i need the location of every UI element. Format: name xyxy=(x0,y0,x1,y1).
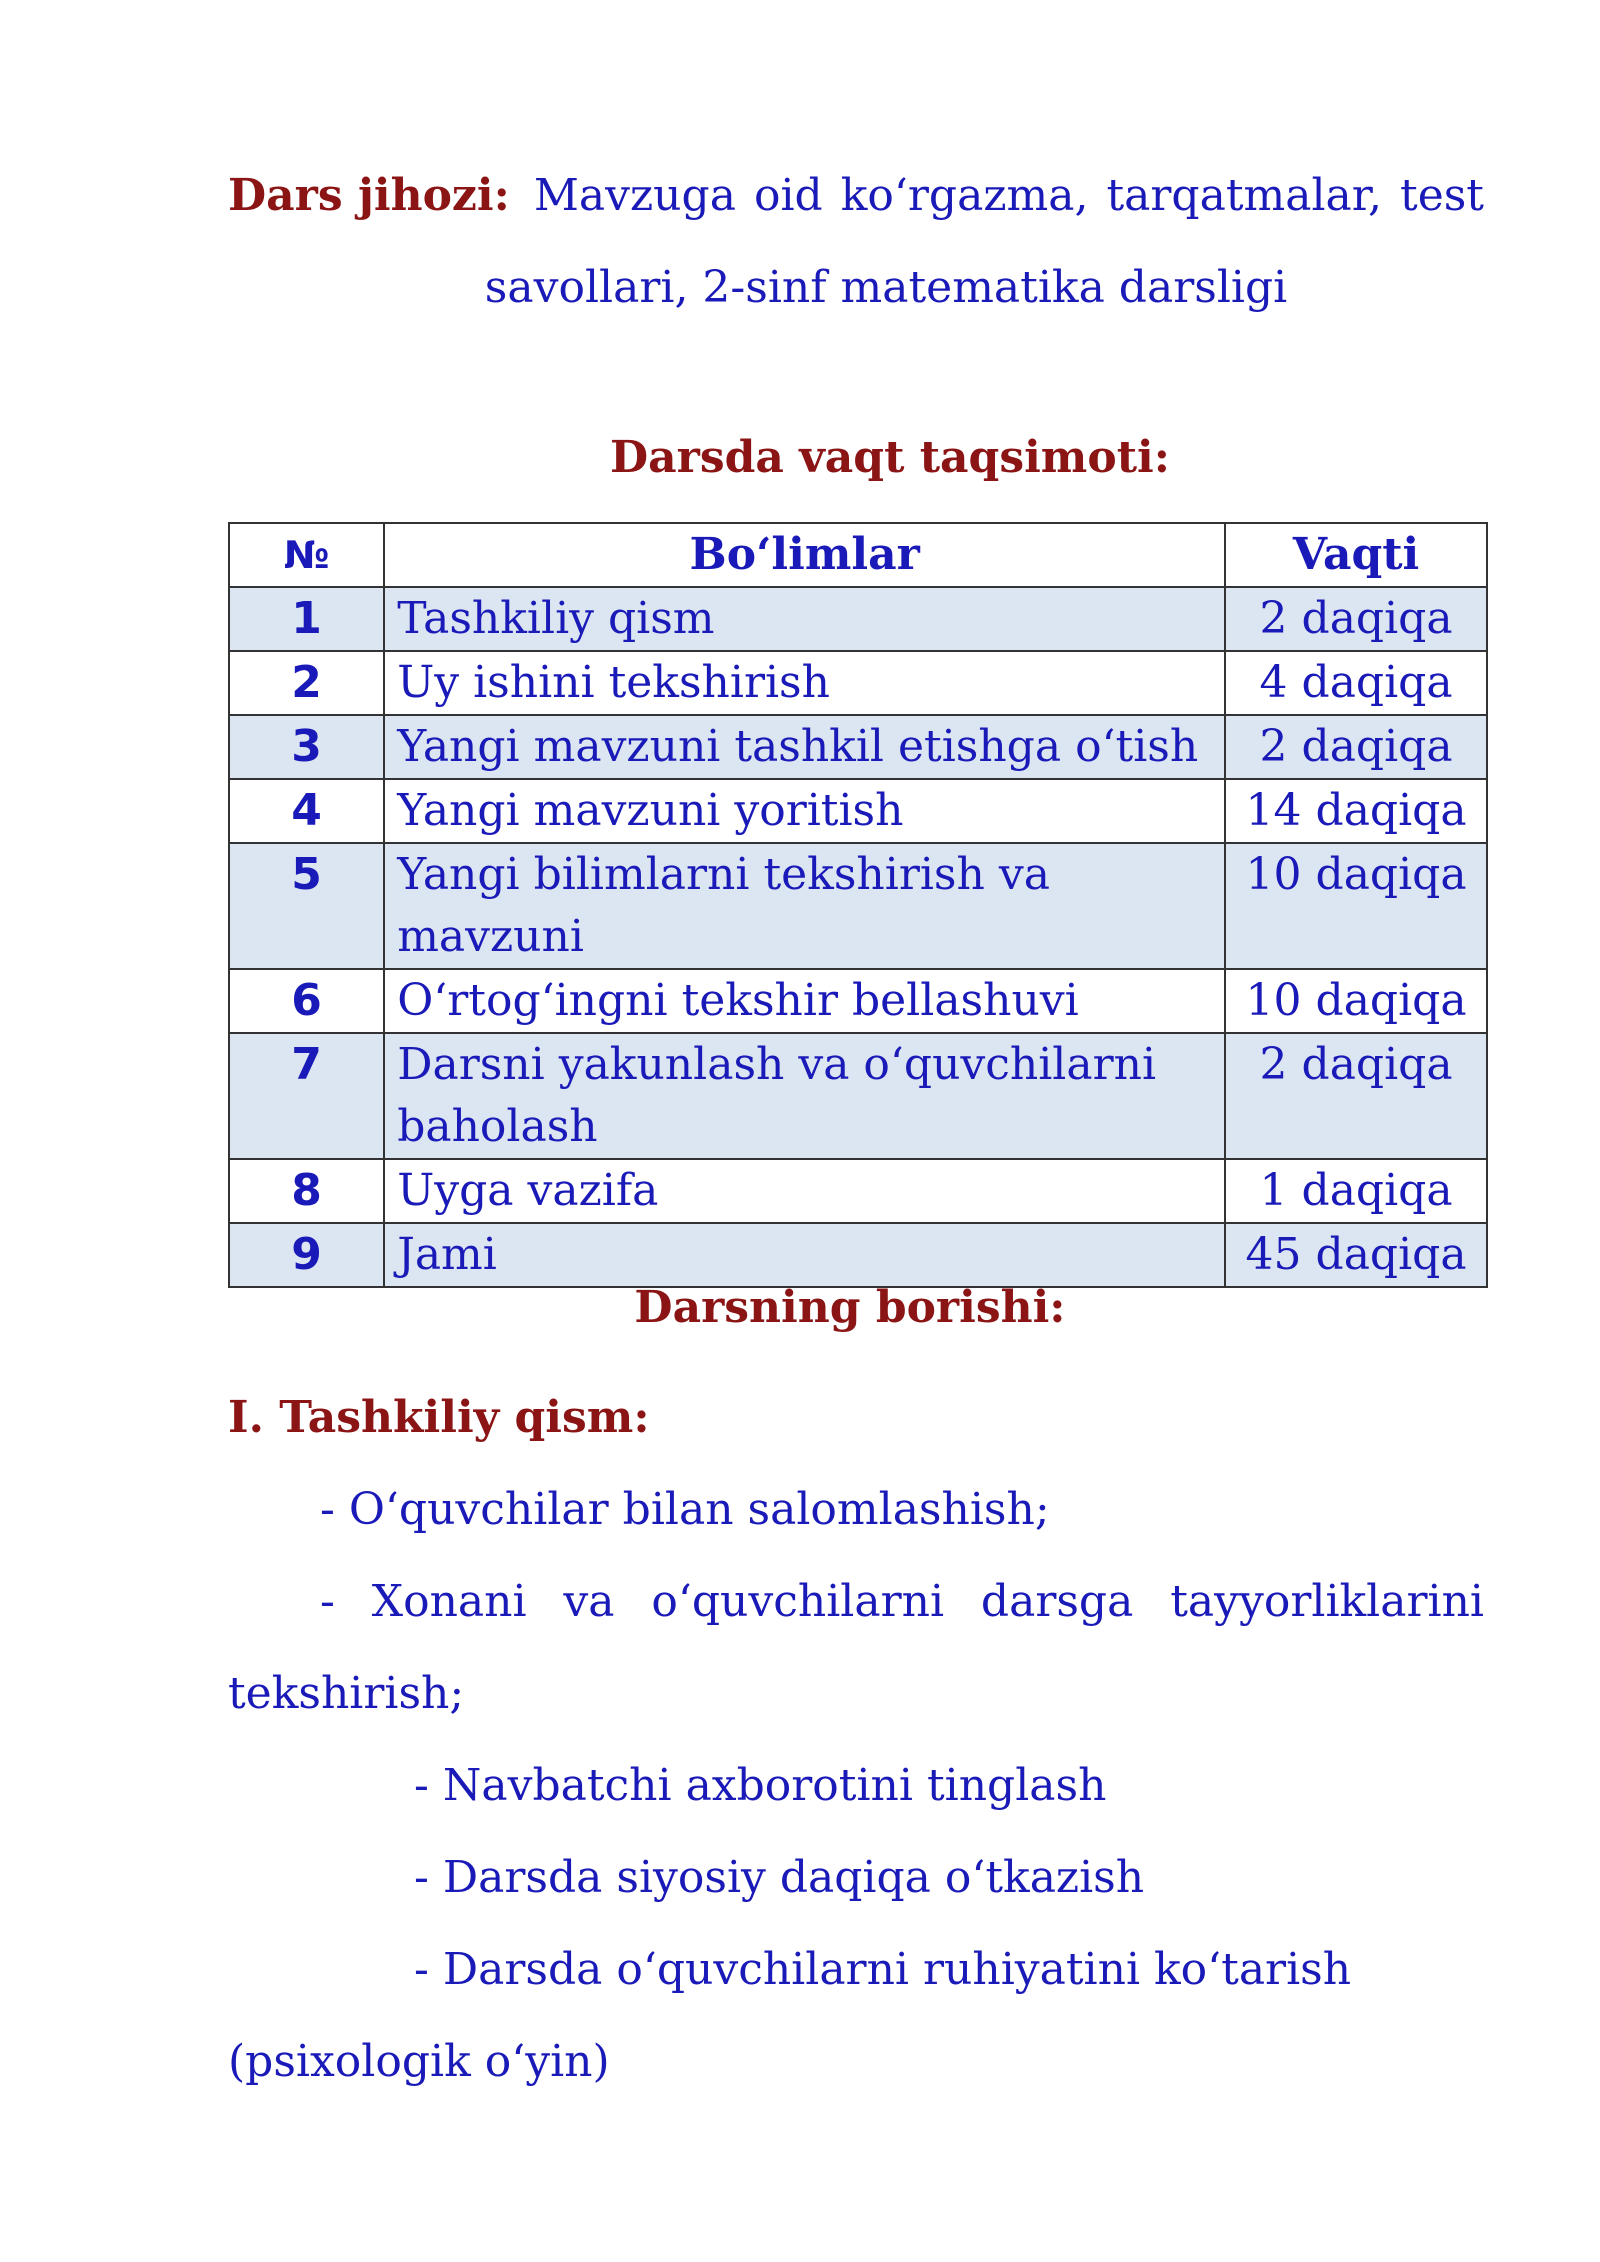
row-number: 5 xyxy=(229,843,384,969)
table-row xyxy=(229,651,1487,715)
row-number: 7 xyxy=(229,1033,384,1159)
row-section: Tashkiliy qism xyxy=(384,587,1225,651)
row-section: Yangi mavzuni tashkil etishga o‘tish xyxy=(384,715,1225,779)
row-number: 8 xyxy=(229,1159,384,1223)
row-number: 9 xyxy=(229,1223,384,1287)
header-time: Vaqti xyxy=(1225,523,1487,587)
row-time: 4 daqiqa xyxy=(1225,651,1487,715)
row-time: 2 daqiqa xyxy=(1225,1033,1487,1159)
row-time: 14 daqiqa xyxy=(1225,779,1487,843)
row-number: 6 xyxy=(229,969,384,1033)
row-time: 1 daqiqa xyxy=(1225,1159,1487,1223)
table-header-row xyxy=(229,523,1487,587)
list-item: - Navbatchi axborotini tinglash xyxy=(414,1760,1107,1811)
list-item: - O‘quvchilar bilan salomlashish; xyxy=(320,1484,1050,1535)
list-item-continuation: (psixologik o‘yin) xyxy=(228,2036,610,2087)
row-section: Jami xyxy=(384,1223,1225,1287)
row-time: 2 daqiqa xyxy=(1225,715,1487,779)
table-row xyxy=(229,715,1487,779)
equipment-label: Dars jihozi: xyxy=(228,170,510,221)
row-time: 45 daqiqa xyxy=(1225,1223,1487,1287)
list-item-continuation: tekshirish; xyxy=(228,1668,465,1719)
lesson-progress-title: Darsning borishi: xyxy=(634,1282,1066,1333)
equipment-text-2: savollari, 2-sinf matematika darsligi xyxy=(484,262,1288,313)
lesson-equipment xyxy=(228,150,1484,334)
table-row xyxy=(229,843,1487,969)
equipment-line-1 xyxy=(228,150,1484,242)
row-section: O‘rtog‘ingni tekshir bellashuvi xyxy=(384,969,1225,1033)
row-number: 2 xyxy=(229,651,384,715)
list-item: - Darsda siyosiy daqiqa o‘tkazish xyxy=(414,1852,1145,1903)
schedule-title: Darsda vaqt taqsimoti: xyxy=(610,432,1170,483)
table-row xyxy=(229,779,1487,843)
table-row xyxy=(229,969,1487,1033)
list-item: - Darsda o‘quvchilarni ruhiyatini ko‘tarish xyxy=(414,1944,1352,1995)
table-row xyxy=(229,1033,1487,1159)
organizational-steps-list xyxy=(228,1464,1484,2108)
list-item: - Xonani va o‘quvchilarni darsga tayyorliklarini xyxy=(320,1576,1484,1627)
row-time: 10 daqiqa xyxy=(1225,843,1487,969)
row-section: Darsni yakunlash va o‘quvchilarni baholash xyxy=(384,1033,1225,1159)
row-time: 10 daqiqa xyxy=(1225,969,1487,1033)
header-number: № xyxy=(229,523,384,587)
table-row xyxy=(229,587,1487,651)
row-section: Yangi mavzuni yoritish xyxy=(384,779,1225,843)
row-number: 3 xyxy=(229,715,384,779)
section-heading-organizational: I. Tashkiliy qism: xyxy=(228,1392,650,1443)
row-number: 1 xyxy=(229,587,384,651)
row-time: 2 daqiqa xyxy=(1225,587,1487,651)
row-number: 4 xyxy=(229,779,384,843)
row-section: Uy ishini tekshirish xyxy=(384,651,1225,715)
row-section: Yangi bilimlarni tekshirish va mavzuni xyxy=(384,843,1225,969)
row-section: Uyga vazifa xyxy=(384,1159,1225,1223)
time-allocation-table xyxy=(228,522,1488,1288)
header-sections: Bo‘limlar xyxy=(384,523,1225,587)
table-row xyxy=(229,1159,1487,1223)
table-row xyxy=(229,1223,1487,1287)
equipment-text-1: Mavzuga oid ko‘rgazma, tarqatmalar, test xyxy=(533,170,1484,221)
